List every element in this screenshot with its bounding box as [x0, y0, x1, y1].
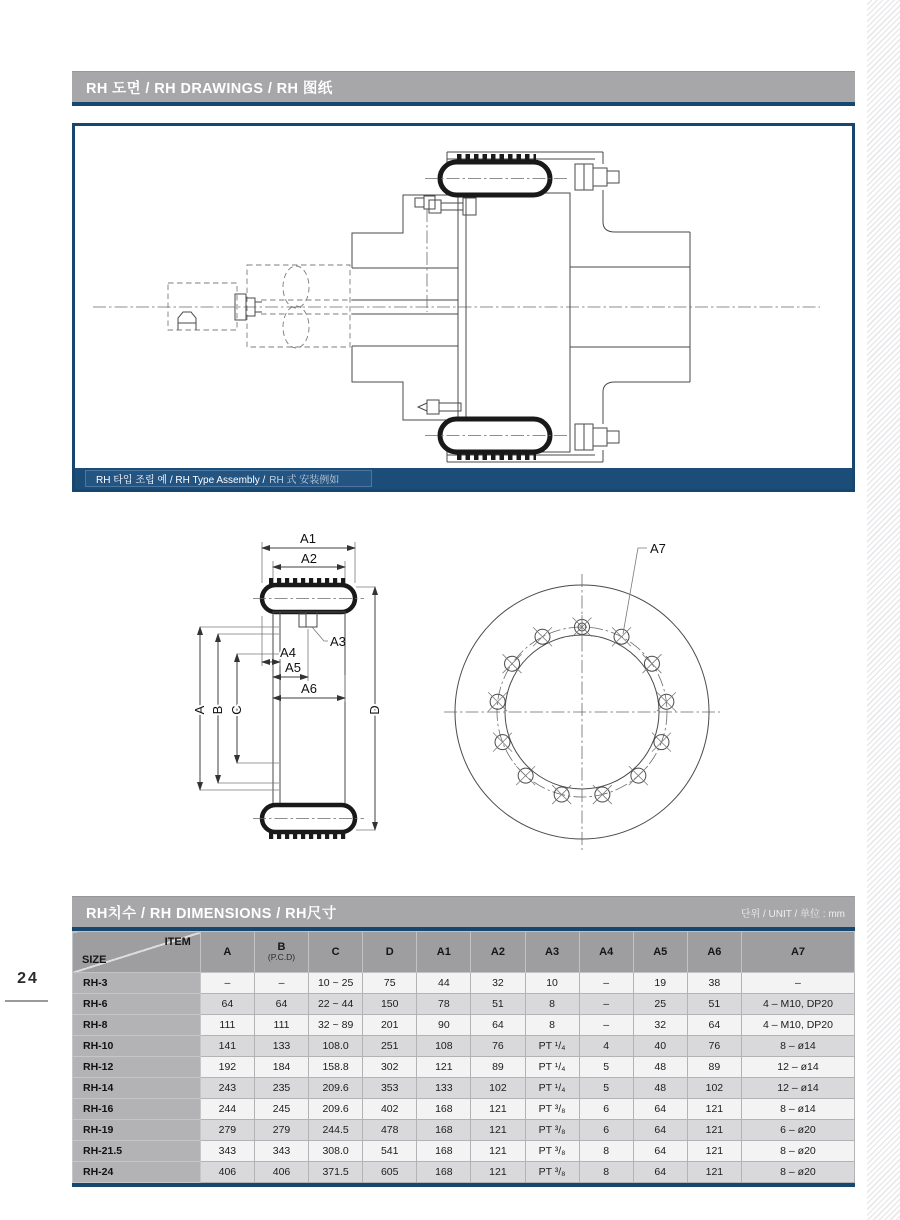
value-cell: 19	[633, 973, 687, 994]
value-cell: 38	[687, 973, 741, 994]
column-header-b: B (P.C.D)	[254, 932, 308, 973]
table-row-rh-19	[73, 1120, 855, 1141]
table-row-rh-14	[73, 1078, 855, 1099]
page-number-underline	[5, 1000, 48, 1002]
table-row-rh-21.5	[73, 1141, 855, 1162]
value-cell: 64	[633, 1162, 687, 1183]
value-cell: 406	[254, 1162, 308, 1183]
value-cell: 4 – M10, DP20	[741, 994, 854, 1015]
label-a2: A2	[301, 551, 317, 566]
size-cell: RH-14	[73, 1078, 201, 1099]
assembly-caption-strip	[75, 468, 852, 489]
value-cell: 243	[200, 1078, 254, 1099]
column-header-a: A	[200, 932, 254, 973]
value-cell: 168	[417, 1120, 471, 1141]
page-edge-texture	[867, 0, 900, 1220]
value-cell: 64	[687, 1015, 741, 1036]
dimensions-table	[72, 931, 855, 1183]
value-cell: 76	[471, 1036, 525, 1057]
table-row-rh-16	[73, 1099, 855, 1120]
value-cell: 90	[417, 1015, 471, 1036]
corner-size-label: SIZE	[82, 954, 107, 967]
value-cell: 121	[471, 1162, 525, 1183]
value-cell: 102	[471, 1078, 525, 1099]
value-cell: 406	[200, 1162, 254, 1183]
value-cell: 32 ~ 89	[309, 1015, 363, 1036]
value-cell: 279	[254, 1120, 308, 1141]
assembly-drawing	[75, 126, 852, 468]
value-cell: 8 – ø14	[741, 1099, 854, 1120]
value-cell: PT ¹/₄	[525, 1036, 579, 1057]
assembly-caption	[85, 470, 372, 487]
value-cell: 121	[471, 1099, 525, 1120]
value-cell: 51	[471, 994, 525, 1015]
value-cell: 478	[363, 1120, 417, 1141]
table-row-rh-3	[73, 973, 855, 994]
label-a7: A7	[650, 541, 666, 556]
value-cell: 44	[417, 973, 471, 994]
size-cell: RH-16	[73, 1099, 201, 1120]
value-cell: 8	[579, 1162, 633, 1183]
label-a: A	[192, 705, 207, 715]
label-a1: A1	[300, 531, 316, 546]
dimensions-title: RH치수 / RH DIMENSIONS / RH尺寸	[86, 905, 337, 922]
value-cell: 111	[200, 1015, 254, 1036]
value-cell: 251	[363, 1036, 417, 1057]
value-cell: 235	[254, 1078, 308, 1099]
value-cell: 150	[363, 994, 417, 1015]
value-cell: 40	[633, 1036, 687, 1057]
value-cell: 8 – ø14	[741, 1036, 854, 1057]
value-cell: 541	[363, 1141, 417, 1162]
value-cell: 25	[633, 994, 687, 1015]
value-cell: 22 ~ 44	[309, 994, 363, 1015]
label-a4: A4	[280, 645, 296, 660]
value-cell: 32	[471, 973, 525, 994]
value-cell: 6	[579, 1099, 633, 1120]
value-cell: 168	[417, 1162, 471, 1183]
value-cell: 8	[579, 1141, 633, 1162]
drawings-section-header	[72, 71, 855, 106]
column-header-a5: A5	[633, 932, 687, 973]
size-cell: RH-19	[73, 1120, 201, 1141]
value-cell: 102	[687, 1078, 741, 1099]
value-cell: 353	[363, 1078, 417, 1099]
value-cell: 111	[254, 1015, 308, 1036]
value-cell: 64	[254, 994, 308, 1015]
value-cell: 10 ~ 25	[309, 973, 363, 994]
column-header-a2: A2	[471, 932, 525, 973]
value-cell: 8	[525, 994, 579, 1015]
value-cell: 89	[471, 1057, 525, 1078]
value-cell: 8 – ø20	[741, 1162, 854, 1183]
column-header-a7: A7	[741, 932, 854, 973]
size-cell: RH-12	[73, 1057, 201, 1078]
value-cell: 371.5	[309, 1162, 363, 1183]
size-cell: RH-8	[73, 1015, 201, 1036]
label-d: D	[367, 705, 382, 715]
value-cell: 6 – ø20	[741, 1120, 854, 1141]
value-cell: 10	[525, 973, 579, 994]
value-cell: 121	[687, 1162, 741, 1183]
value-cell: 133	[417, 1078, 471, 1099]
value-cell: 184	[254, 1057, 308, 1078]
value-cell: PT ³/₈	[525, 1099, 579, 1120]
column-header-a1: A1	[417, 932, 471, 973]
value-cell: 121	[471, 1120, 525, 1141]
value-cell: 121	[471, 1141, 525, 1162]
value-cell: –	[254, 973, 308, 994]
value-cell: 209.6	[309, 1078, 363, 1099]
table-row-rh-10	[73, 1036, 855, 1057]
value-cell: PT ¹/₄	[525, 1057, 579, 1078]
value-cell: –	[579, 1015, 633, 1036]
value-cell: 51	[687, 994, 741, 1015]
dimension-views	[72, 510, 855, 888]
size-cell: RH-21.5	[73, 1141, 201, 1162]
dimensions-table-wrap	[72, 931, 855, 1187]
value-cell: 48	[633, 1057, 687, 1078]
size-cell: RH-3	[73, 973, 201, 994]
value-cell: 64	[200, 994, 254, 1015]
value-cell: 89	[687, 1057, 741, 1078]
value-cell: 121	[687, 1099, 741, 1120]
value-cell: 302	[363, 1057, 417, 1078]
size-cell: RH-10	[73, 1036, 201, 1057]
value-cell: 108.0	[309, 1036, 363, 1057]
value-cell: 64	[633, 1120, 687, 1141]
value-cell: 308.0	[309, 1141, 363, 1162]
value-cell: 8 – ø20	[741, 1141, 854, 1162]
value-cell: 121	[687, 1141, 741, 1162]
unit-note: 단위 / UNIT / 单位 : mm	[740, 908, 845, 920]
assembly-caption-main: RH 타입 조립 예 / RH Type Assembly /	[96, 475, 266, 486]
label-a3: A3	[330, 634, 346, 649]
value-cell: 133	[254, 1036, 308, 1057]
label-b: B	[210, 705, 225, 715]
value-cell: 244	[200, 1099, 254, 1120]
value-cell: 108	[417, 1036, 471, 1057]
value-cell: 279	[200, 1120, 254, 1141]
value-cell: 402	[363, 1099, 417, 1120]
value-cell: 244.5	[309, 1120, 363, 1141]
table-row-rh-8	[73, 1015, 855, 1036]
assembly-drawing-box	[72, 123, 855, 492]
label-c: C	[229, 705, 244, 715]
value-cell: 245	[254, 1099, 308, 1120]
column-header-d: D	[363, 932, 417, 973]
value-cell: –	[579, 973, 633, 994]
value-cell: 12 – ø14	[741, 1078, 854, 1099]
value-cell: 605	[363, 1162, 417, 1183]
value-cell: 141	[200, 1036, 254, 1057]
table-row-rh-12	[73, 1057, 855, 1078]
value-cell: 168	[417, 1099, 471, 1120]
value-cell: 48	[633, 1078, 687, 1099]
value-cell: PT ³/₈	[525, 1162, 579, 1183]
value-cell: 8	[525, 1015, 579, 1036]
page-number: 24	[17, 970, 39, 987]
label-a6: A6	[301, 681, 317, 696]
dimensions-section-header	[72, 896, 855, 931]
value-cell: PT ³/₈	[525, 1120, 579, 1141]
side-dimension-view	[192, 531, 382, 836]
value-cell: –	[579, 994, 633, 1015]
label-a5: A5	[285, 660, 301, 675]
item-size-corner-cell	[73, 932, 201, 973]
value-cell: 64	[471, 1015, 525, 1036]
table-row-rh-24	[73, 1162, 855, 1183]
value-cell: 75	[363, 973, 417, 994]
value-cell: 5	[579, 1057, 633, 1078]
value-cell: 343	[254, 1141, 308, 1162]
column-header-a4: A4	[579, 932, 633, 973]
value-cell: 121	[687, 1120, 741, 1141]
value-cell: 4 – M10, DP20	[741, 1015, 854, 1036]
value-cell: 64	[633, 1099, 687, 1120]
value-cell: PT ³/₈	[525, 1141, 579, 1162]
column-header-a3: A3	[525, 932, 579, 973]
value-cell: 168	[417, 1141, 471, 1162]
value-cell: PT ¹/₄	[525, 1078, 579, 1099]
value-cell: 158.8	[309, 1057, 363, 1078]
table-header-row	[73, 932, 855, 973]
corner-item-label: ITEM	[164, 936, 191, 948]
column-header-a6: A6	[687, 932, 741, 973]
column-header-c: C	[309, 932, 363, 973]
value-cell: 76	[687, 1036, 741, 1057]
value-cell: 6	[579, 1120, 633, 1141]
size-cell: RH-6	[73, 994, 201, 1015]
value-cell: –	[200, 973, 254, 994]
value-cell: 121	[417, 1057, 471, 1078]
value-cell: –	[741, 973, 854, 994]
table-row-rh-6	[73, 994, 855, 1015]
value-cell: 64	[633, 1141, 687, 1162]
value-cell: 4	[579, 1036, 633, 1057]
value-cell: 78	[417, 994, 471, 1015]
value-cell: 201	[363, 1015, 417, 1036]
front-dimension-view	[444, 541, 720, 850]
value-cell: 209.6	[309, 1099, 363, 1120]
value-cell: 343	[200, 1141, 254, 1162]
value-cell: 192	[200, 1057, 254, 1078]
value-cell: 5	[579, 1078, 633, 1099]
size-cell: RH-24	[73, 1162, 201, 1183]
drawings-title: RH 도면 / RH DRAWINGS / RH 图纸	[86, 80, 333, 97]
value-cell: 12 – ø14	[741, 1057, 854, 1078]
value-cell: 32	[633, 1015, 687, 1036]
assembly-caption-cn: RH 式 安装例如	[269, 475, 340, 486]
